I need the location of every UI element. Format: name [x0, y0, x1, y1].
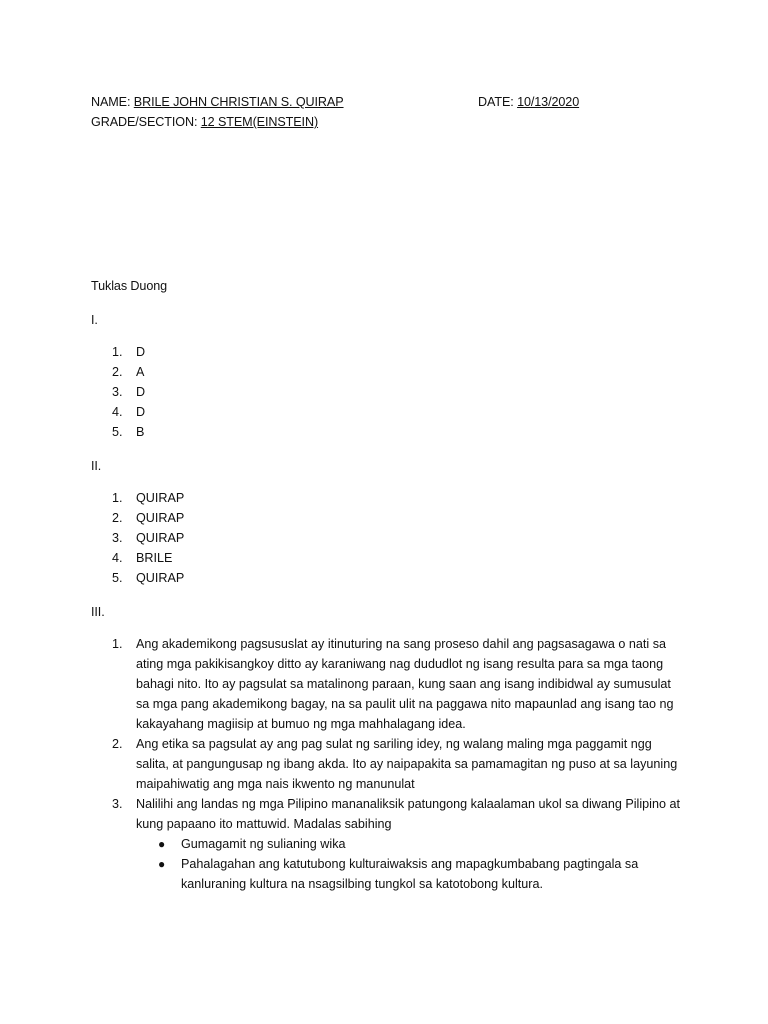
list-item-number: 4.: [112, 551, 123, 565]
list-item-number: 1.: [112, 637, 123, 651]
section-1-heading: I.: [91, 313, 98, 327]
date-label: DATE:: [478, 95, 514, 109]
list-item-number: 2.: [112, 737, 123, 751]
section-3-heading: III.: [91, 605, 105, 619]
name-value: BRILE JOHN CHRISTIAN S. QUIRAP: [133, 95, 344, 109]
list-item-number: 3.: [112, 797, 123, 811]
list-item: D: [136, 345, 146, 359]
paragraph-line: Gumagamit ng sulianing wika: [181, 837, 346, 851]
paragraph-line: Pahalagahan ang katutubong kulturaiwaksis ang mapagkumbabang pagtingala sa: [181, 857, 639, 871]
list-item-paragraph: [136, 734, 677, 794]
paragraph-line: maipahiwatig ang mga nais ikwento ng manunulat: [136, 777, 415, 791]
bullet-item: [181, 834, 346, 854]
paragraph-line: Ang akademikong pagsususlat ay itinuturing na sang proseso dahil ang pagsasagawa o nati sa: [136, 637, 666, 651]
grade-line: [91, 112, 318, 132]
list-item: A: [136, 365, 145, 379]
list-item-number: 1.: [112, 345, 123, 359]
list-item-number: 3.: [112, 531, 123, 545]
list-item: QUIRAP: [136, 491, 185, 505]
paragraph-line: bahagi nito. Ito ay pagsulat sa matalinong paraan, kung saan ang isang indibidwal ay sumusulat: [136, 677, 671, 691]
paragraph-line: kanluraning kultura na nsagsilbing tungkol sa katotobong kultura.: [181, 877, 543, 891]
list-item-number: 3.: [112, 385, 123, 399]
list-item: BRILE: [136, 551, 173, 565]
name-line: [91, 92, 344, 112]
list-item-paragraph: [136, 794, 680, 834]
paragraph-line: Ang etika sa pagsulat ay ang pag sulat ng sariling idey, ng walang maling mga paggamit ngg: [136, 737, 652, 751]
list-item-paragraph: [136, 634, 674, 734]
grade-value: 12 STEM(EINSTEIN): [200, 115, 319, 129]
grade-label: GRADE/SECTION:: [91, 115, 198, 129]
list-item-number: 4.: [112, 405, 123, 419]
paragraph-line: sa mga pang akademikong bagay, na sa paulit ulit na paggawa nito mapaunlad ang isang tao ng: [136, 697, 674, 711]
paragraph-line: ating mga pakikisangkoy ditto ay karaniwang nag dududlot ng isang resulta para sa mga taong: [136, 657, 664, 671]
paragraph-line: Nalilihi ang landas ng mga Pilipino mananaliksik patungong kalaalaman ukol sa diwang Pilipino at: [136, 797, 680, 811]
date-value: 10/13/2020: [517, 95, 580, 109]
list-item: QUIRAP: [136, 511, 185, 525]
list-item-number: 2.: [112, 511, 123, 525]
list-item: QUIRAP: [136, 531, 185, 545]
paragraph-line: kung papaano ito mattuwid. Madalas sabihing: [136, 817, 392, 831]
list-item: QUIRAP: [136, 571, 185, 585]
list-item-number: 2.: [112, 365, 123, 379]
list-item-number: 5.: [112, 425, 123, 439]
paragraph-line: kakayahang magiisip at bumuo ng mga mahhalagang idea.: [136, 717, 466, 731]
list-item-number: 1.: [112, 491, 123, 505]
bullet-icon: ●: [158, 837, 166, 851]
bullet-item: [181, 854, 638, 894]
page-title: Tuklas Duong: [91, 279, 168, 293]
paragraph-line: salita, at pangungusap ng ibang akda. Ito ay naipapakita sa pamamagitan ng puso at sa layuning: [136, 757, 678, 771]
date-line: [478, 92, 579, 112]
list-item: D: [136, 405, 146, 419]
list-item-number: 5.: [112, 571, 123, 585]
name-label: NAME:: [91, 95, 131, 109]
bullet-icon: ●: [158, 857, 166, 871]
section-2-heading: II.: [91, 459, 102, 473]
list-item: D: [136, 385, 146, 399]
list-item: B: [136, 425, 145, 439]
